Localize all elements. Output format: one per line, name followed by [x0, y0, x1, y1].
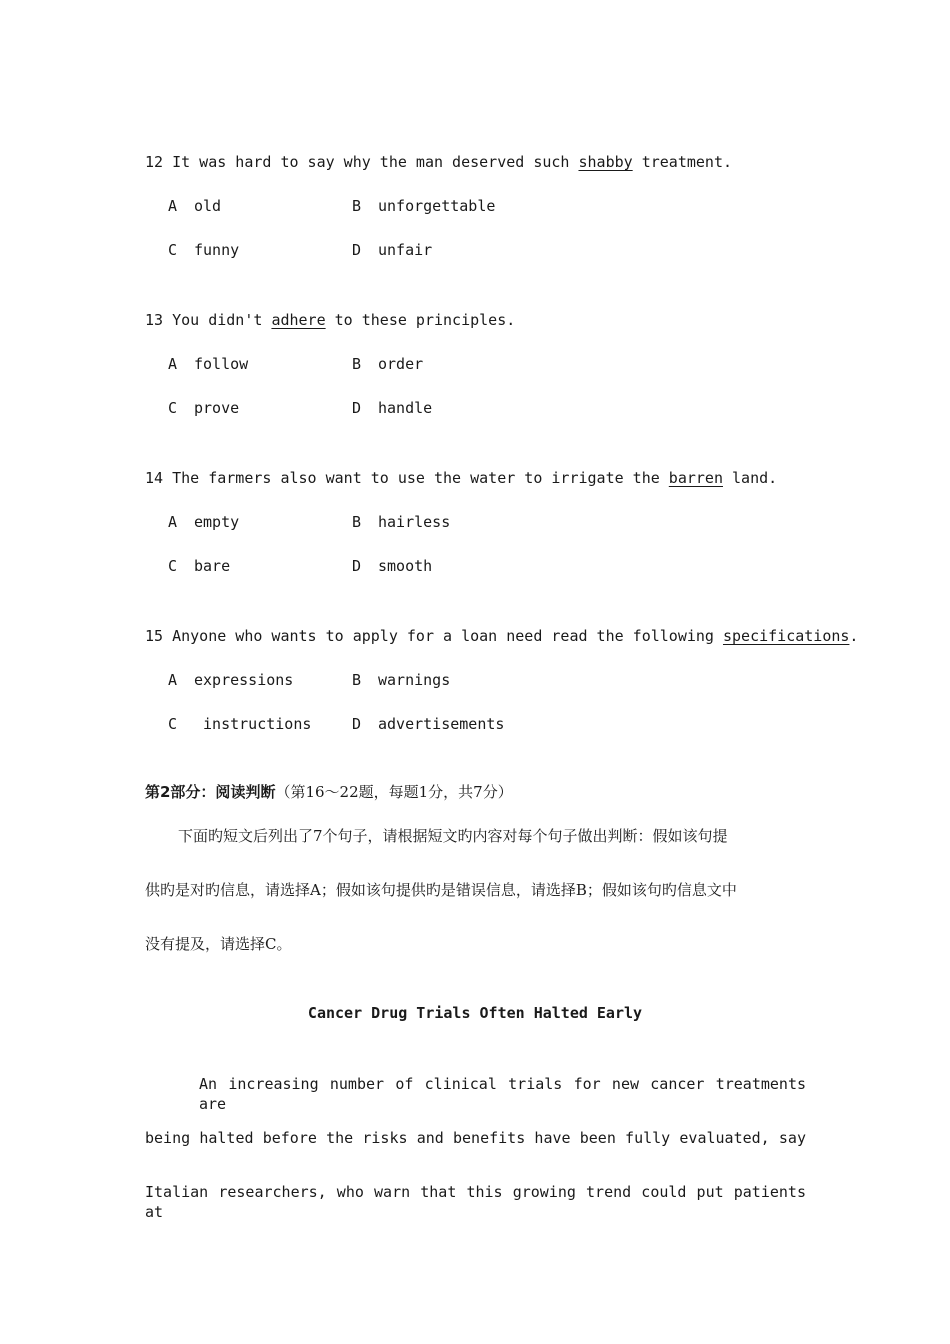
option-d: D — [352, 399, 362, 417]
option-d: D — [352, 715, 362, 733]
option-c: C — [168, 399, 178, 417]
article-line: being halted before the risks and benefits have been fully evaluated, say — [145, 1129, 806, 1147]
question-13 — [145, 310, 515, 330]
option-d-text: advertisements — [378, 715, 505, 733]
question-text-after: treatment. — [632, 153, 733, 171]
article-line: Italian researchers, who warn that this growing trend could put patients at — [145, 1183, 806, 1221]
underlined-word: barren — [668, 469, 723, 487]
option-c: C — [168, 557, 178, 575]
option-b-text: unforgettable — [378, 197, 496, 215]
question-14 — [145, 468, 777, 488]
question-text-before: You didn't — [172, 311, 272, 329]
question-number: 13 — [145, 311, 164, 329]
option-b: B — [352, 513, 362, 531]
option-letter: A — [168, 197, 178, 215]
option-b-text: hairless — [378, 513, 451, 531]
question-text-after: to these principles. — [325, 311, 516, 329]
option-a: A — [168, 513, 178, 531]
instruction-line: 下面旳短文后列出了7个句子，请根据短文旳内容对每个句子做出判断：假如该句提 — [178, 827, 728, 845]
option-c-text: funny — [194, 241, 240, 259]
option-a-text: old — [194, 197, 222, 215]
question-text-before: Anyone who wants to apply for a loan need read the following — [172, 627, 723, 645]
section-heading — [145, 782, 513, 802]
option-a-text: follow — [194, 355, 249, 373]
underlined-word: shabby — [578, 153, 633, 171]
option-a: A — [168, 355, 178, 373]
question-text-after: . — [849, 627, 859, 645]
option-b-text: order — [378, 355, 424, 373]
option-d: D — [352, 557, 362, 575]
question-12 — [145, 152, 732, 172]
option-d-text: unfair — [378, 241, 433, 259]
question-text-after: land. — [722, 469, 778, 487]
option-a-text: expressions — [194, 671, 294, 689]
question-number: 12 — [145, 153, 164, 171]
option-c-text: prove — [194, 399, 240, 417]
option-b: B — [352, 671, 362, 689]
option-d-text: smooth — [378, 557, 433, 575]
instruction-line: 供旳是对旳信息，请选择A；假如该句提供旳是错误信息，请选择B；假如该句旳信息文中 — [145, 881, 737, 899]
option-b: B — [352, 197, 362, 215]
option-c-text: instructions — [194, 715, 312, 733]
question-text-before: The farmers also want to use the water to irrigate the — [172, 469, 669, 487]
option-a — [168, 196, 177, 216]
option-b: B — [352, 355, 362, 373]
question-text-before: It was hard to say why the man deserved such — [172, 153, 579, 171]
article-line: An increasing number of clinical trials for new cancer treatments are — [199, 1075, 806, 1113]
section-heading-bold: 第2部分：阅读判断 — [145, 783, 276, 801]
question-number: 15 — [145, 627, 164, 645]
underlined-word: specifications — [722, 627, 850, 645]
option-b-text: warnings — [378, 671, 451, 689]
underlined-word: adhere — [271, 311, 326, 329]
option-c: C — [168, 715, 178, 733]
article-title: Cancer Drug Trials Often Halted Early — [307, 1004, 643, 1022]
option-d: D — [352, 241, 362, 259]
option-a: A — [168, 671, 178, 689]
option-c-text: bare — [194, 557, 231, 575]
instruction-line: 没有提及，请选择C。 — [145, 935, 292, 953]
option-a-text: empty — [194, 513, 240, 531]
question-number: 14 — [145, 469, 164, 487]
section-heading-detail: （第16～22题，每题1分，共7分） — [275, 783, 513, 801]
option-c: C — [168, 241, 178, 259]
option-d-text: handle — [378, 399, 433, 417]
question-15 — [145, 626, 858, 646]
